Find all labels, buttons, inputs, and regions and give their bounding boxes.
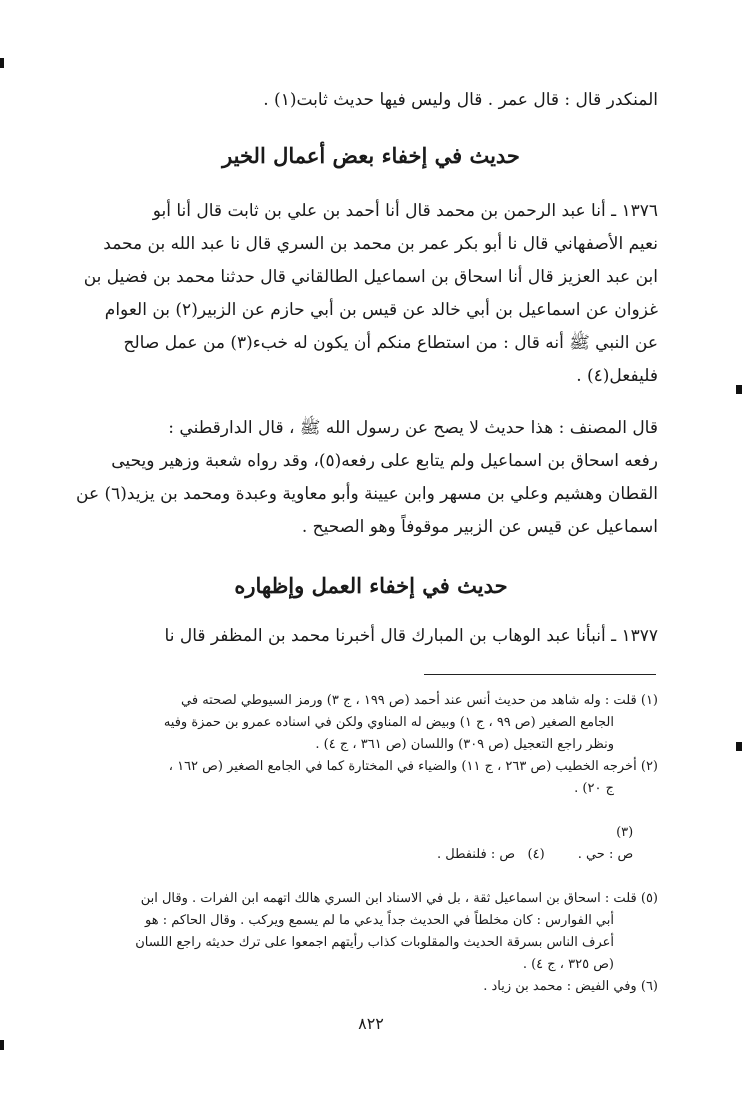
footnote-1-line-1 — [83, 690, 658, 712]
author-note-paragraph — [76, 412, 658, 544]
footnote-2-line-1 — [83, 756, 658, 778]
hadith-1377-paragraph — [88, 620, 658, 653]
page-number: ٨٢٢ — [358, 1014, 384, 1033]
hadith-1376-line: نعيم الأصفهاني قال نا أبو بكر عمر بن محمد بن السري قال نا عبد الله بن محمد — [103, 234, 658, 254]
footnote-number: (٦) — [640, 979, 658, 994]
footnote-5-line-4: (ص ٣٢٥ ، ج ٤) . — [522, 957, 614, 972]
footnote-2-line-2: ج ٢٠) . — [574, 781, 614, 796]
margin-mark-right-1 — [736, 385, 742, 394]
footnotes — [83, 690, 658, 998]
footnote-1-line-2: الجامع الصغير (ص ٩٩ ، ج ١) وبيض له المناوي ولكن في اسناده عمرو بن حمزة وفيه — [163, 715, 614, 730]
footnote-number: (١) — [640, 693, 658, 708]
hadith-1376-line: عن النبي ﷺ أنه قال : من استطاع منكم أن يكون له خبء(٣) من عمل صالح — [123, 333, 658, 353]
margin-mark-right-2 — [736, 742, 742, 751]
footnote-1-line-3: ونظر راجع التعجيل (ص ٣٠٩) واللسان (ص ٣٦١ ، ج ٤) . — [315, 737, 614, 752]
author-note-line: اسماعيل عن قيس عن الزبير موقوفاً وهو الصحيح . — [301, 517, 658, 537]
footnote-3-line-1 — [83, 800, 658, 888]
footnote-text: وفي الفيض : محمد بن زياد . — [483, 979, 637, 994]
hadith-1376-line: غزوان عن اسماعيل بن أبي خالد عن قيس بن أبي حازم عن الزبير(٢) بن العوام — [104, 300, 658, 320]
author-note-line: القطان وهشيم وعلي بن مسهر وابن عيينة وأبو معاوية وعبدة ومحمد بن يزيد(٦) عن — [76, 484, 658, 504]
hadith-1376-line: ١٣٧٦ ـ أنا عبد الرحمن بن محمد قال أنا أحمد بن علي بن ثابت قال أنا أبو — [152, 201, 658, 221]
hadith-1376-line: فليفعل(٤) . — [576, 366, 658, 386]
section-heading-2: حديث في إخفاء العمل وإظهاره — [234, 573, 508, 598]
footnote-number: (٢) — [640, 759, 658, 774]
intro-line: المنكدر قال : قال عمر . قال وليس فيها حديث ثابت(١) . — [263, 90, 658, 110]
footnote-text: ص : حي . (٤) ص : فلنفطل . — [436, 847, 634, 862]
footnote-number: (٣) — [616, 825, 634, 840]
intro-paragraph — [88, 84, 658, 117]
footnote-5-line-3: أعرف الناس بسرقة الحديث والمقلوبات كذاب رأيتهم اجمعوا على ترك حديثه راجع اللسان — [135, 935, 614, 950]
footnote-5-line-1 — [83, 888, 658, 910]
footnote-text: أخرجه الخطيب (ص ٢٦٣ ، ج ١١) والضياء في المختارة كما في الجامع الصغير (ص ١٦٢ ، — [168, 759, 637, 774]
hadith-1377-line: ١٣٧٧ ـ أنبأنا عبد الوهاب بن المبارك قال أخبرنا محمد بن المظفر قال نا — [164, 626, 658, 646]
footnote-5-line-2: أبي الفوارس : كان مخلطاً في الحديث جداً يدعي ما لم يسمع ويركب . وقال الحاكم : هو — [145, 913, 614, 928]
footnote-text: قلت : وله شاهد من حديث أنس عند أحمد (ص ١٩٩ ، ج ٣) ورمز السيوطي لصحته في — [181, 693, 637, 708]
footnote-number: (٥) — [640, 891, 658, 906]
author-note-line: قال المصنف : هذا حديث لا يصح عن رسول الله ﷺ ، قال الدارقطني : — [168, 418, 658, 438]
margin-mark-left-top — [0, 58, 4, 68]
author-note-line: رفعه اسحاق بن اسماعيل ولم يتابع على رفعه(٥)، وقد رواه شعبة وزهير ويحيى — [111, 451, 658, 471]
footnote-text: قلت : اسحاق بن اسماعيل ثقة ، بل في الاسناد ابن السري هالك اتهمه ابن الفرات . وقال ابن — [140, 891, 637, 906]
section-heading-1: حديث في إخفاء بعض أعمال الخير — [222, 143, 520, 168]
hadith-1376-paragraph — [83, 195, 658, 393]
margin-mark-left-bottom — [0, 1040, 4, 1050]
footnote-separator — [424, 674, 656, 675]
hadith-1376-line: ابن عبد العزيز قال أنا اسحاق بن اسماعيل الطالقاني قال حدثنا محمد بن فضيل بن — [83, 267, 658, 287]
footnote-6-line-1 — [83, 976, 658, 998]
